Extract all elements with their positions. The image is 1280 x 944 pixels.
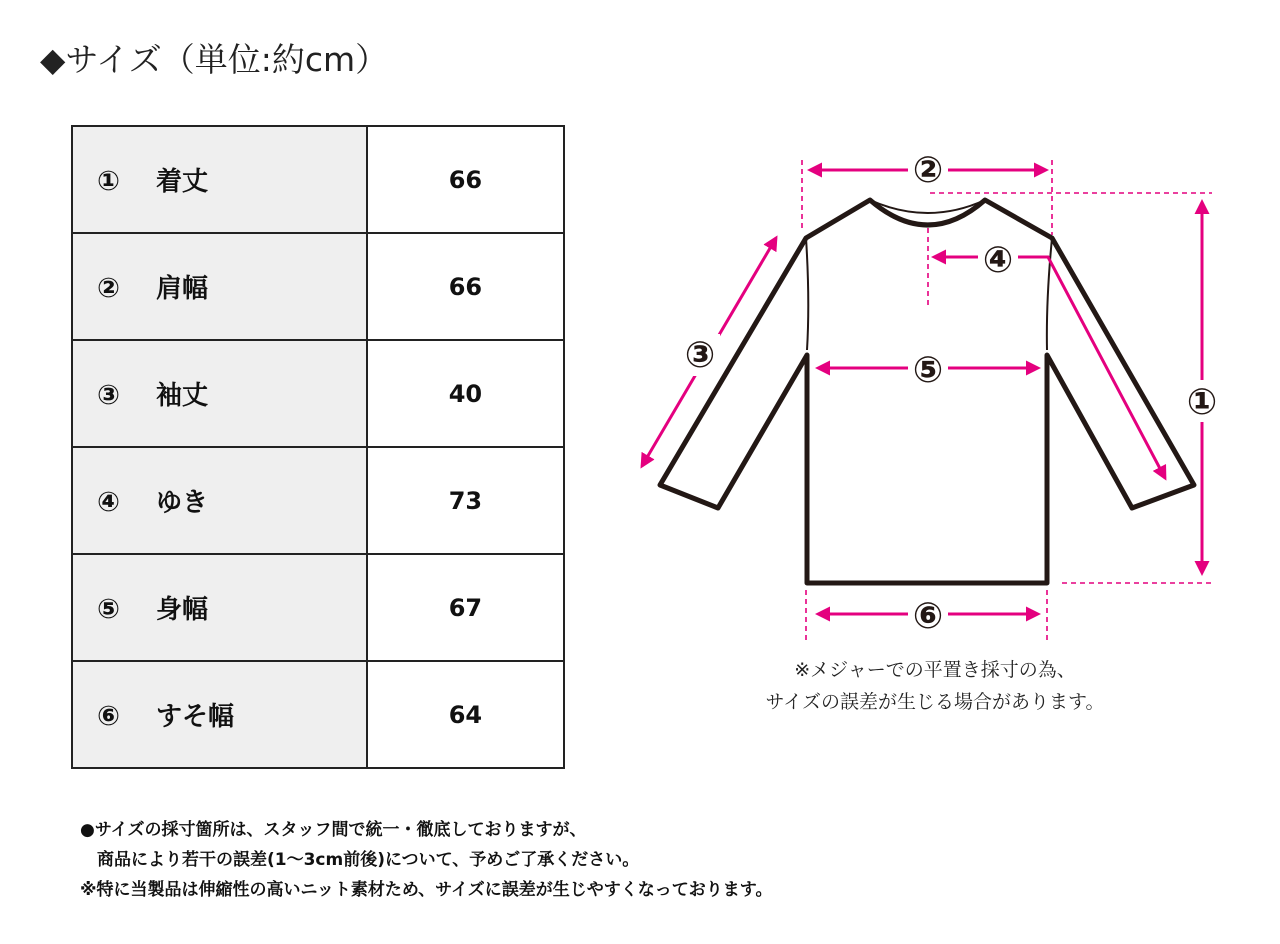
page-title: ◆サイズ（単位:約cm） <box>40 40 389 79</box>
seam-left <box>806 238 808 350</box>
table-row <box>72 661 564 768</box>
measure-label-cell <box>72 447 367 554</box>
measure-label-cell <box>72 233 367 340</box>
measure-value: 73 <box>367 447 564 554</box>
measure-value: 66 <box>367 126 564 233</box>
measure-number: ① <box>97 166 120 197</box>
marker-1: ① <box>1186 382 1218 423</box>
guide-lines <box>802 160 1212 640</box>
footer-notes <box>80 815 772 905</box>
size-table <box>71 125 565 769</box>
garment-diagram <box>620 140 1220 650</box>
measure-number: ⑤ <box>97 594 120 625</box>
table-row <box>72 340 564 447</box>
measure-value: 40 <box>367 340 564 447</box>
measure-value: 64 <box>367 661 564 768</box>
table-row <box>72 447 564 554</box>
note-line: サイズの誤差が生じる場合があります。 <box>765 691 1105 713</box>
measure-name: 着丈 <box>156 167 209 197</box>
measure-number: ② <box>97 273 120 304</box>
measurement-note <box>700 654 1170 718</box>
footer-line: ※特に当製品は伸縮性の高いニット素材ため、サイズに誤差が生じやすくなっております。 <box>80 880 773 900</box>
measure-name: 肩幅 <box>156 274 209 304</box>
measure-name: すそ幅 <box>156 702 235 732</box>
marker-4: ④ <box>982 240 1014 281</box>
table-row <box>72 126 564 233</box>
shirt-outline <box>660 200 1194 583</box>
measure-number: ⑥ <box>97 701 120 732</box>
measure-value: 66 <box>367 233 564 340</box>
table-row <box>72 554 564 661</box>
table-row <box>72 233 564 340</box>
measure-number: ④ <box>97 487 120 518</box>
shirt-body <box>660 200 1194 583</box>
footer-line: 商品により若干の誤差(1～3cm前後)について、予めご了承ください。 <box>80 850 640 870</box>
measure-label-cell <box>72 554 367 661</box>
measure-label-cell <box>72 661 367 768</box>
measure-name: 袖丈 <box>156 381 209 411</box>
marker-6: ⑥ <box>912 596 944 637</box>
measure-number: ③ <box>97 380 120 411</box>
note-line: ※メジャーでの平置き採寸の為、 <box>794 659 1076 681</box>
measure-arrows <box>642 170 1202 614</box>
marker-3: ③ <box>684 335 716 376</box>
measure-label-cell <box>72 126 367 233</box>
measure-value: 67 <box>367 554 564 661</box>
footer-line: ●サイズの採寸箇所は、スタッフ間で統一・徹底しておりますが、 <box>80 820 587 840</box>
measure-label-cell <box>72 340 367 447</box>
seam-right <box>1047 238 1052 350</box>
marker-5: ⑤ <box>912 350 944 391</box>
marker-2: ② <box>912 150 944 191</box>
measure-name: ゆき <box>156 488 209 518</box>
measure-name: 身幅 <box>156 595 209 625</box>
